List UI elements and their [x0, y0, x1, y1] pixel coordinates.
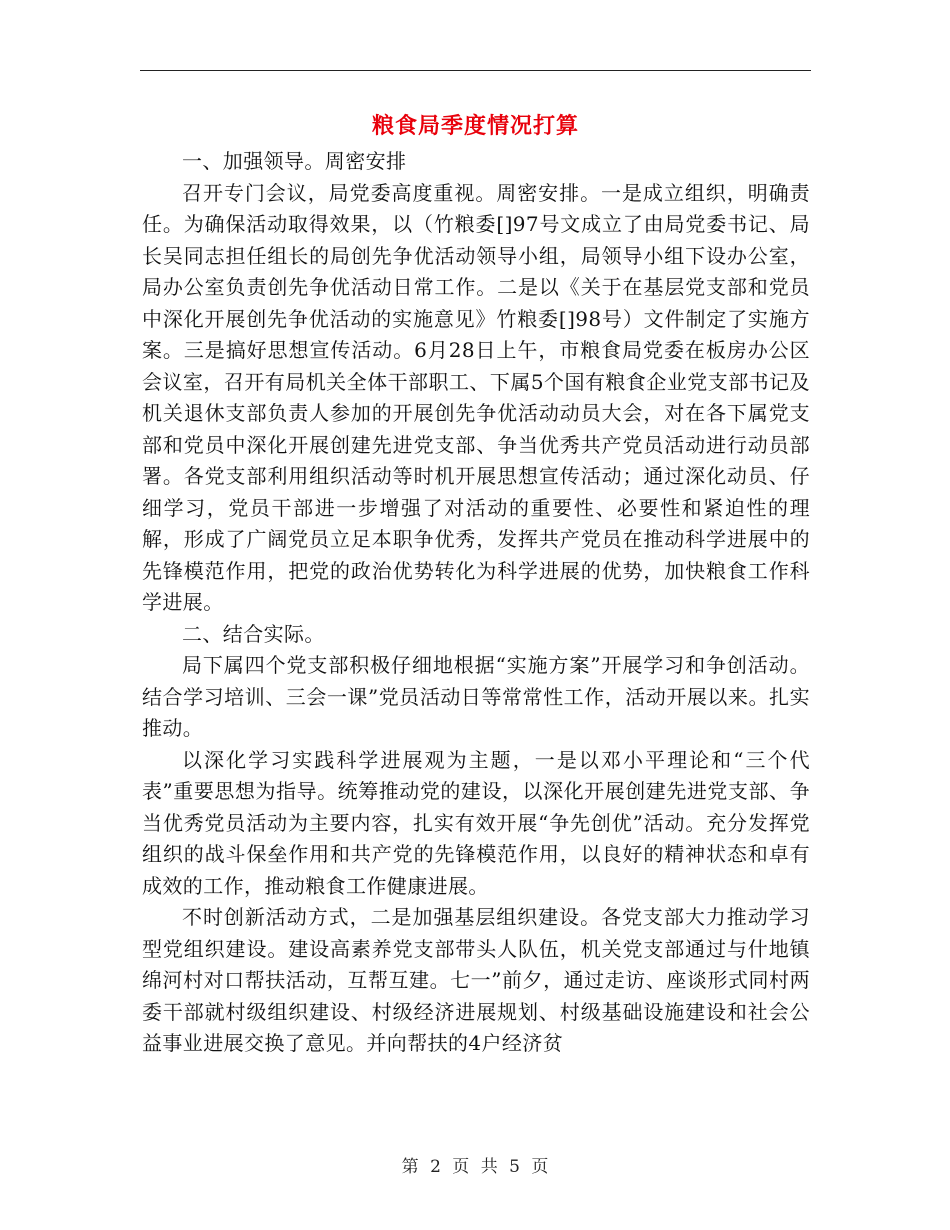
body-paragraph: 以深化学习实践科学进展观为主题，一是以邓小平理论和“三个代表”重要思想为指导。统筹推动党的建设，以深化开展创建先进党支部、争当优秀党员活动为主要内容，扎实有效开展“争先创优”活动。充分发挥党组织的战斗保垒作用和共产党的先锋模范作用，以良好的精神状态和卓有成效的工作，推动粮食工作健康进展。 [142, 747, 810, 898]
page-number-footer: 第 2 页 共 5 页 [401, 1157, 549, 1177]
document-title: 粮食局季度情况打算 [371, 113, 579, 139]
body-paragraph: 局下属四个党支部积极仔细地根据“实施方案”开展学习和争创活动。结合学习培训、三会一课”党员活动日等常常性工作，活动开展以来。扎实推动。 [142, 653, 810, 740]
body-paragraph: 召开专门会议，局党委高度重视。周密安排。一是成立组织，明确责任。为确保活动取得效果，以（竹粮委[]97号文成立了由局党委书记、局长吴同志担任组长的局创先争优活动领导小组，局领导小组下设办公室，局办公室负责创先争优活动日常工作。二是以《关于在基层党支部和党员中深化开展创先争优活动的实施意见》竹粮委[]98号）文件制定了实施方案。三是搞好思想宣传活动。6月28日上午，市粮食局党委在板房办公区会议室，召开有局机关全体干部职工、下属5个国有粮食企业党支部书记及机关退休支部负责人参加的开展创先争优活动动员大会，对在各下属党支部和党员中深化开展创建先进党支部、争当优秀共产党员活动进行动员部署。各党支部利用组织活动等时机开展思想宣传活动；通过深化动员、仔细学习，党员干部进一步增强了对活动的重要性、必要性和紧迫性的理解，形成了广阔党员立足本职争优秀，发挥共产党员在推动科学进展中的先锋模范作用，把党的政治优势转化为科学进展的优势，加快粮食工作科学进展。 [142, 180, 810, 614]
header-rule [140, 70, 811, 71]
body-paragraph: 不时创新活动方式，二是加强基层组织建设。各党支部大力推动学习型党组织建设。建设高素养党支部带头人队伍，机关党支部通过与什地镇绵河村对口帮扶活动，互帮互建。七一”前夕，通过走访、座谈形式同村两委干部就村级组织建设、村级经济进展规划、村级基础设施建设和社会公益事业进展交换了意见。并向帮扶的4户经济贫 [142, 905, 810, 1055]
section-heading-2: 二、结合实际。 [182, 621, 325, 646]
section-heading-1: 一、加强领导。周密安排 [182, 149, 407, 173]
document-body [142, 146, 810, 1060]
